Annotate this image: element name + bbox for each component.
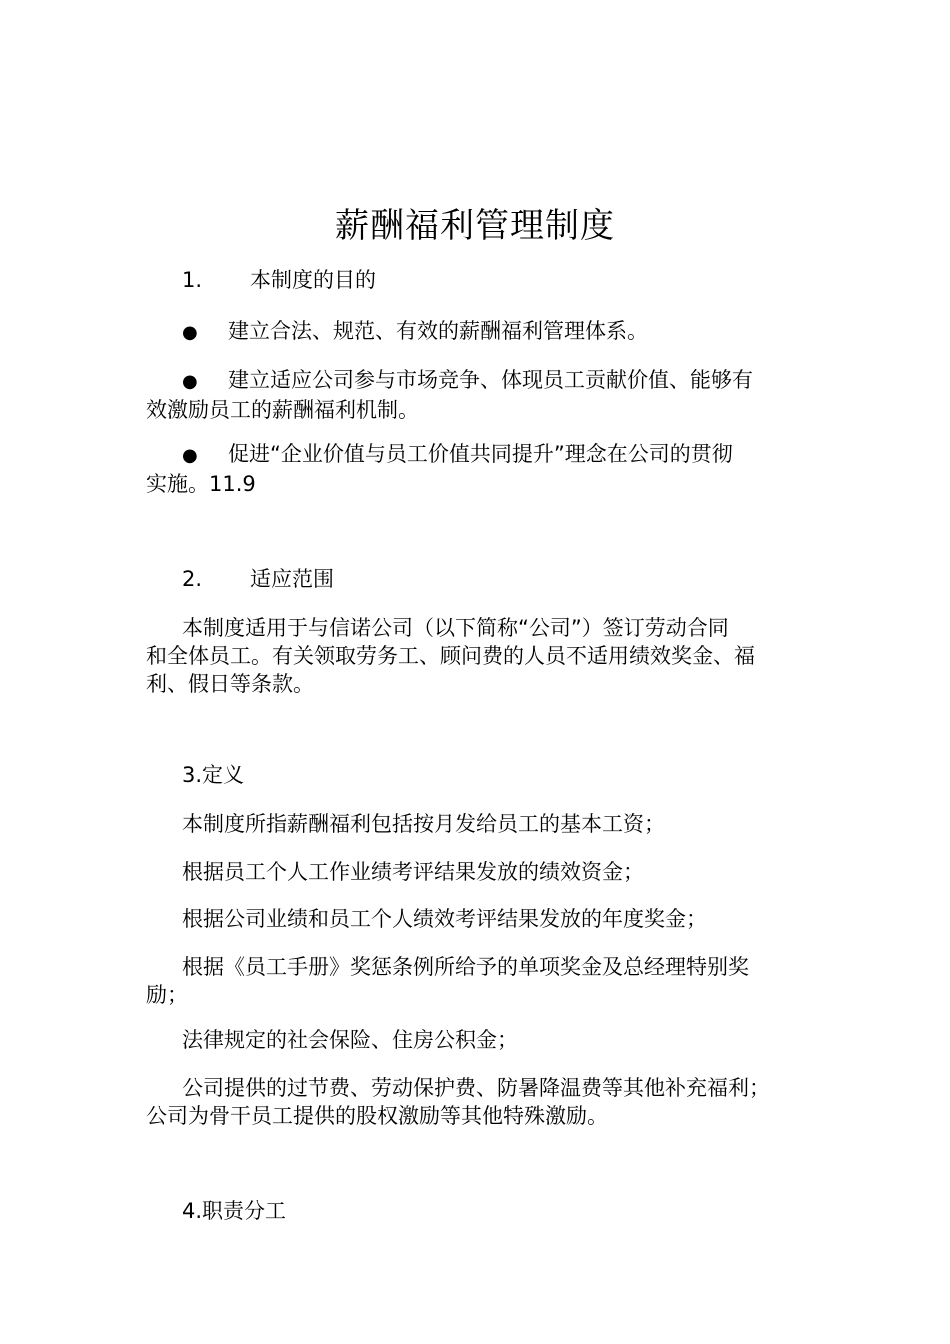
bullet-text-3-line-1: 促进“企业价值与员工价值共同提升”理念在公司的贯彻 (228, 442, 733, 466)
section-2-paragraph (146, 614, 794, 698)
bullet-item-1 (182, 317, 648, 347)
document-title: 薪酬福利管理制度 (335, 206, 615, 246)
definition-item-4-line-1: 根据《员工手册》奖惩条例所给予的单项奖金及总经理特别奖 (182, 955, 749, 979)
bullet-text-2-line-1: 建立适应公司参与市场竞争、体现员工贡献价值、能够有 (228, 368, 753, 392)
section-2-number: 2. (182, 567, 203, 591)
bullet-icon: ● (182, 322, 198, 343)
section-1-title: 本制度的目的 (250, 268, 376, 292)
bullet-text-2-line-2: 效激励员工的薪酬福利机制。 (146, 398, 419, 422)
definition-item-4 (146, 953, 794, 1009)
section-2-line-1: 本制度适用于与信诺公司（以下简称“公司”）签订劳动合同 (182, 616, 729, 640)
section-1-number: 1. (182, 268, 203, 292)
section-2-line-3: 利、假日等条款。 (146, 672, 314, 696)
bullet-item-3 (146, 440, 794, 498)
bullet-icon: ● (182, 445, 198, 466)
bullet-text-1: 建立合法、规范、有效的薪酬福利管理体系。 (228, 319, 648, 343)
definition-item-2: 根据员工个人工作业绩考评结果发放的绩效资金； (182, 860, 644, 884)
bullet-text-3-line-2: 实施。11.9 (146, 472, 256, 496)
bullet-item-2 (146, 366, 794, 424)
section-2-line-2: 和全体员工。有关领取劳务工、顾问费的人员不适用绩效奖金、福 (146, 644, 755, 668)
section-2-title: 适应范围 (250, 567, 334, 591)
section-3-heading: 3.定义 (182, 763, 245, 787)
definition-item-5: 法律规定的社会保险、住房公积金； (182, 1028, 518, 1052)
definition-item-3: 根据公司业绩和员工个人绩效考评结果发放的年度奖金； (182, 907, 707, 931)
definition-item-1: 本制度所指薪酬福利包括按月发给员工的基本工资； (182, 812, 665, 836)
section-4-heading: 4.职责分工 (182, 1199, 287, 1223)
definition-item-4-line-2: 励； (146, 983, 188, 1007)
section-1-heading (182, 266, 376, 294)
bullet-icon: ● (182, 371, 198, 392)
definition-item-6-line-2: 公司为骨干员工提供的股权激励等其他特殊激励。 (146, 1104, 608, 1128)
definition-item-6 (146, 1074, 794, 1130)
definition-item-6-line-1: 公司提供的过节费、劳动保护费、防暑降温费等其他补充福利； (182, 1076, 770, 1100)
section-2-heading (182, 565, 334, 593)
